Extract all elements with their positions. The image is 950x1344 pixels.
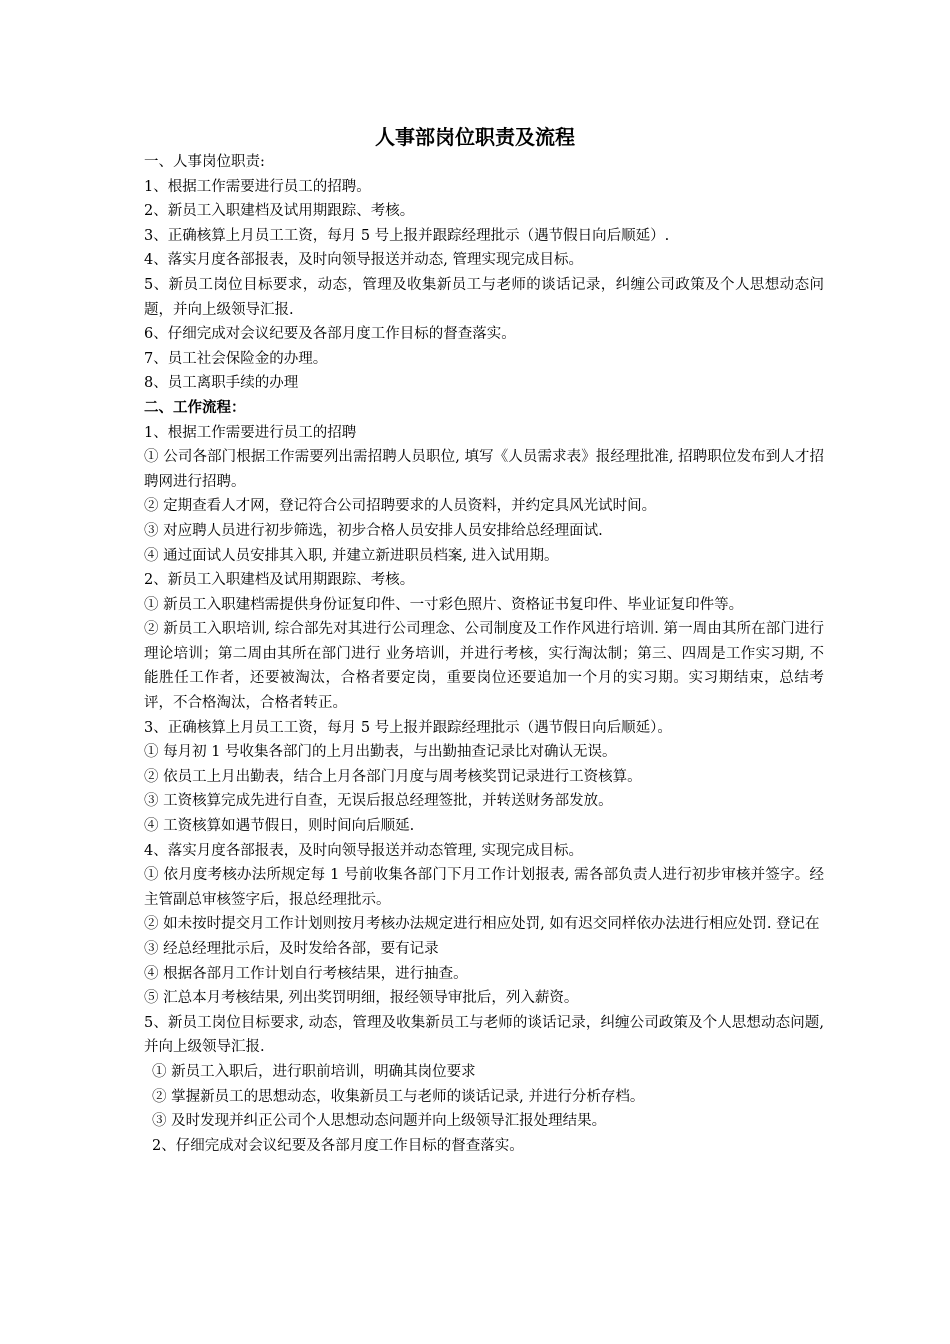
paragraph-line: 6、仔细完成对会议纪要及各部月度工作目标的督查落实。 xyxy=(144,326,516,343)
paragraph-line: ⑤ 汇总本月考核结果, 列出奖罚明细，报经领导审批后，列入薪资。 xyxy=(144,990,579,1007)
paragraph-line: 2、仔细完成对会议纪要及各部月度工作目标的督查落实。 xyxy=(152,1137,524,1154)
paragraph-line: 7、员工社会保险金的办理。 xyxy=(144,350,328,367)
paragraph-line: ④ 通过面试人员安排其入职, 并建立新进职员档案, 进入试用期。 xyxy=(144,547,559,564)
paragraph-line: ① 新员工入职建档需提供身份证复印件、一寸彩色照片、资格证书复印件、毕业证复印件等。 xyxy=(144,596,744,613)
paragraph-line: ③ 经总经理批示后，及时发给各部，要有记录 xyxy=(144,941,439,957)
paragraph-line: 5、新员工岗位目标要求, 动态，管理及收集新员工与老师的谈话记录，纠缠公司政策及个人思想动态问题, 并向上级领导汇报. xyxy=(144,1014,824,1056)
paragraph-line: 一、人事岗位职责: xyxy=(144,154,265,170)
paragraph-line: ③ 工资核算完成先进行自查，无误后报总经理签批，并转送财务部发放。 xyxy=(144,793,613,810)
paragraph-line: ③ 及时发现并纠正公司个人思想动态问题并向上级领导汇报处理结果。 xyxy=(152,1113,607,1130)
paragraph-line: ② 新员工入职培训, 综合部先对其进行公司理念、公司制度及工作作风进行培训. 第一周由其所在部门进行理论培训；第二周由其所在部门进行 业务培训，并进行考核，实行淘汰制；第三、四周是工作实习期, 不能胜任工作者，还要被淘汰，合格者要定岗，重要岗位还要追加一个月的实习期。实习期结束，总结考评，不合格淘汰，合格者转正。 xyxy=(144,621,824,712)
paragraph-line: 2、新员工入职建档及试用期跟踪、考核。 xyxy=(144,203,415,220)
paragraph-line: ② 依员工上月出勤表，结合上月各部门月度与周考核奖罚记录进行工资核算。 xyxy=(144,768,642,785)
paragraph-line: ① 依月度考核办法所规定每 1 号前收集各部门下月工作计划报表, 需各部负责人进行初步审核并签字。经主管副总审核签字后，报总经理批示。 xyxy=(144,867,824,908)
paragraph-line: ③ 对应聘人员进行初步筛选，初步合格人员安排人员安排给总经理面试. xyxy=(144,522,603,539)
paragraph-line: ① 每月初 1 号收集各部门的上月出勤表，与出勤抽查记录比对确认无误。 xyxy=(144,744,617,761)
document-body xyxy=(144,150,824,1158)
paragraph-line: ② 定期查看人才网，登记符合公司招聘要求的人员资料，并约定具风光试时间。 xyxy=(144,498,657,515)
paragraph-line: 1、根据工作需要进行员工的招聘。 xyxy=(144,178,371,195)
paragraph-line: ④ 工资核算如遇节假日，则时间向后顺延. xyxy=(144,818,415,835)
paragraph-line: 5、新员工岗位目标要求，动态，管理及收集新员工与老师的谈话记录，纠缠公司政策及个人思想动态问题，并向上级领导汇报. xyxy=(144,276,824,318)
paragraph-line: 3、正确核算上月员工工资，每月 5 号上报并跟踪经理批示（遇节假日向后顺延）. xyxy=(144,227,670,244)
paragraph-line: 二、工作流程： xyxy=(144,398,246,416)
paragraph-line: 4、落实月度各部报表，及时向领导报送并动态, 管理实现完成目标。 xyxy=(144,252,583,269)
paragraph-line: 8、员工离职手续的办理 xyxy=(144,375,299,392)
paragraph-line: 1、根据工作需要进行员工的招聘 xyxy=(144,424,357,441)
paragraph-line: ④ 根据各部月工作计划自行考核结果，进行抽查。 xyxy=(144,965,468,982)
paragraph-line: ① 新员工入职后，进行职前培训，明确其岗位要求 xyxy=(152,1063,476,1080)
paragraph-line: 3、正确核算上月员工工资，每月 5 号上报并跟踪经理批示（遇节假日向后顺延）。 xyxy=(144,719,672,736)
paragraph-line: ① 公司各部门根据工作需要列出需招聘人员职位, 填写《人员需求表》报经理批准, 招聘职位发布到人才招聘网进行招聘。 xyxy=(144,449,824,490)
paragraph-line: 2、新员工入职建档及试用期跟踪、考核。 xyxy=(144,572,415,589)
paragraph-line: ② 掌握新员工的思想动态，收集新员工与老师的谈话记录, 并进行分析存档。 xyxy=(152,1088,645,1105)
paragraph-line: 4、落实月度各部报表，及时向领导报送并动态管理, 实现完成目标。 xyxy=(144,842,583,859)
paragraph-line: ② 如未按时提交月工作计划则按月考核办法规定进行相应处罚, 如有迟交同样依办法进行相应处罚. 登记在 xyxy=(144,916,820,933)
document-title: 人事部岗位职责及流程 xyxy=(375,125,575,149)
